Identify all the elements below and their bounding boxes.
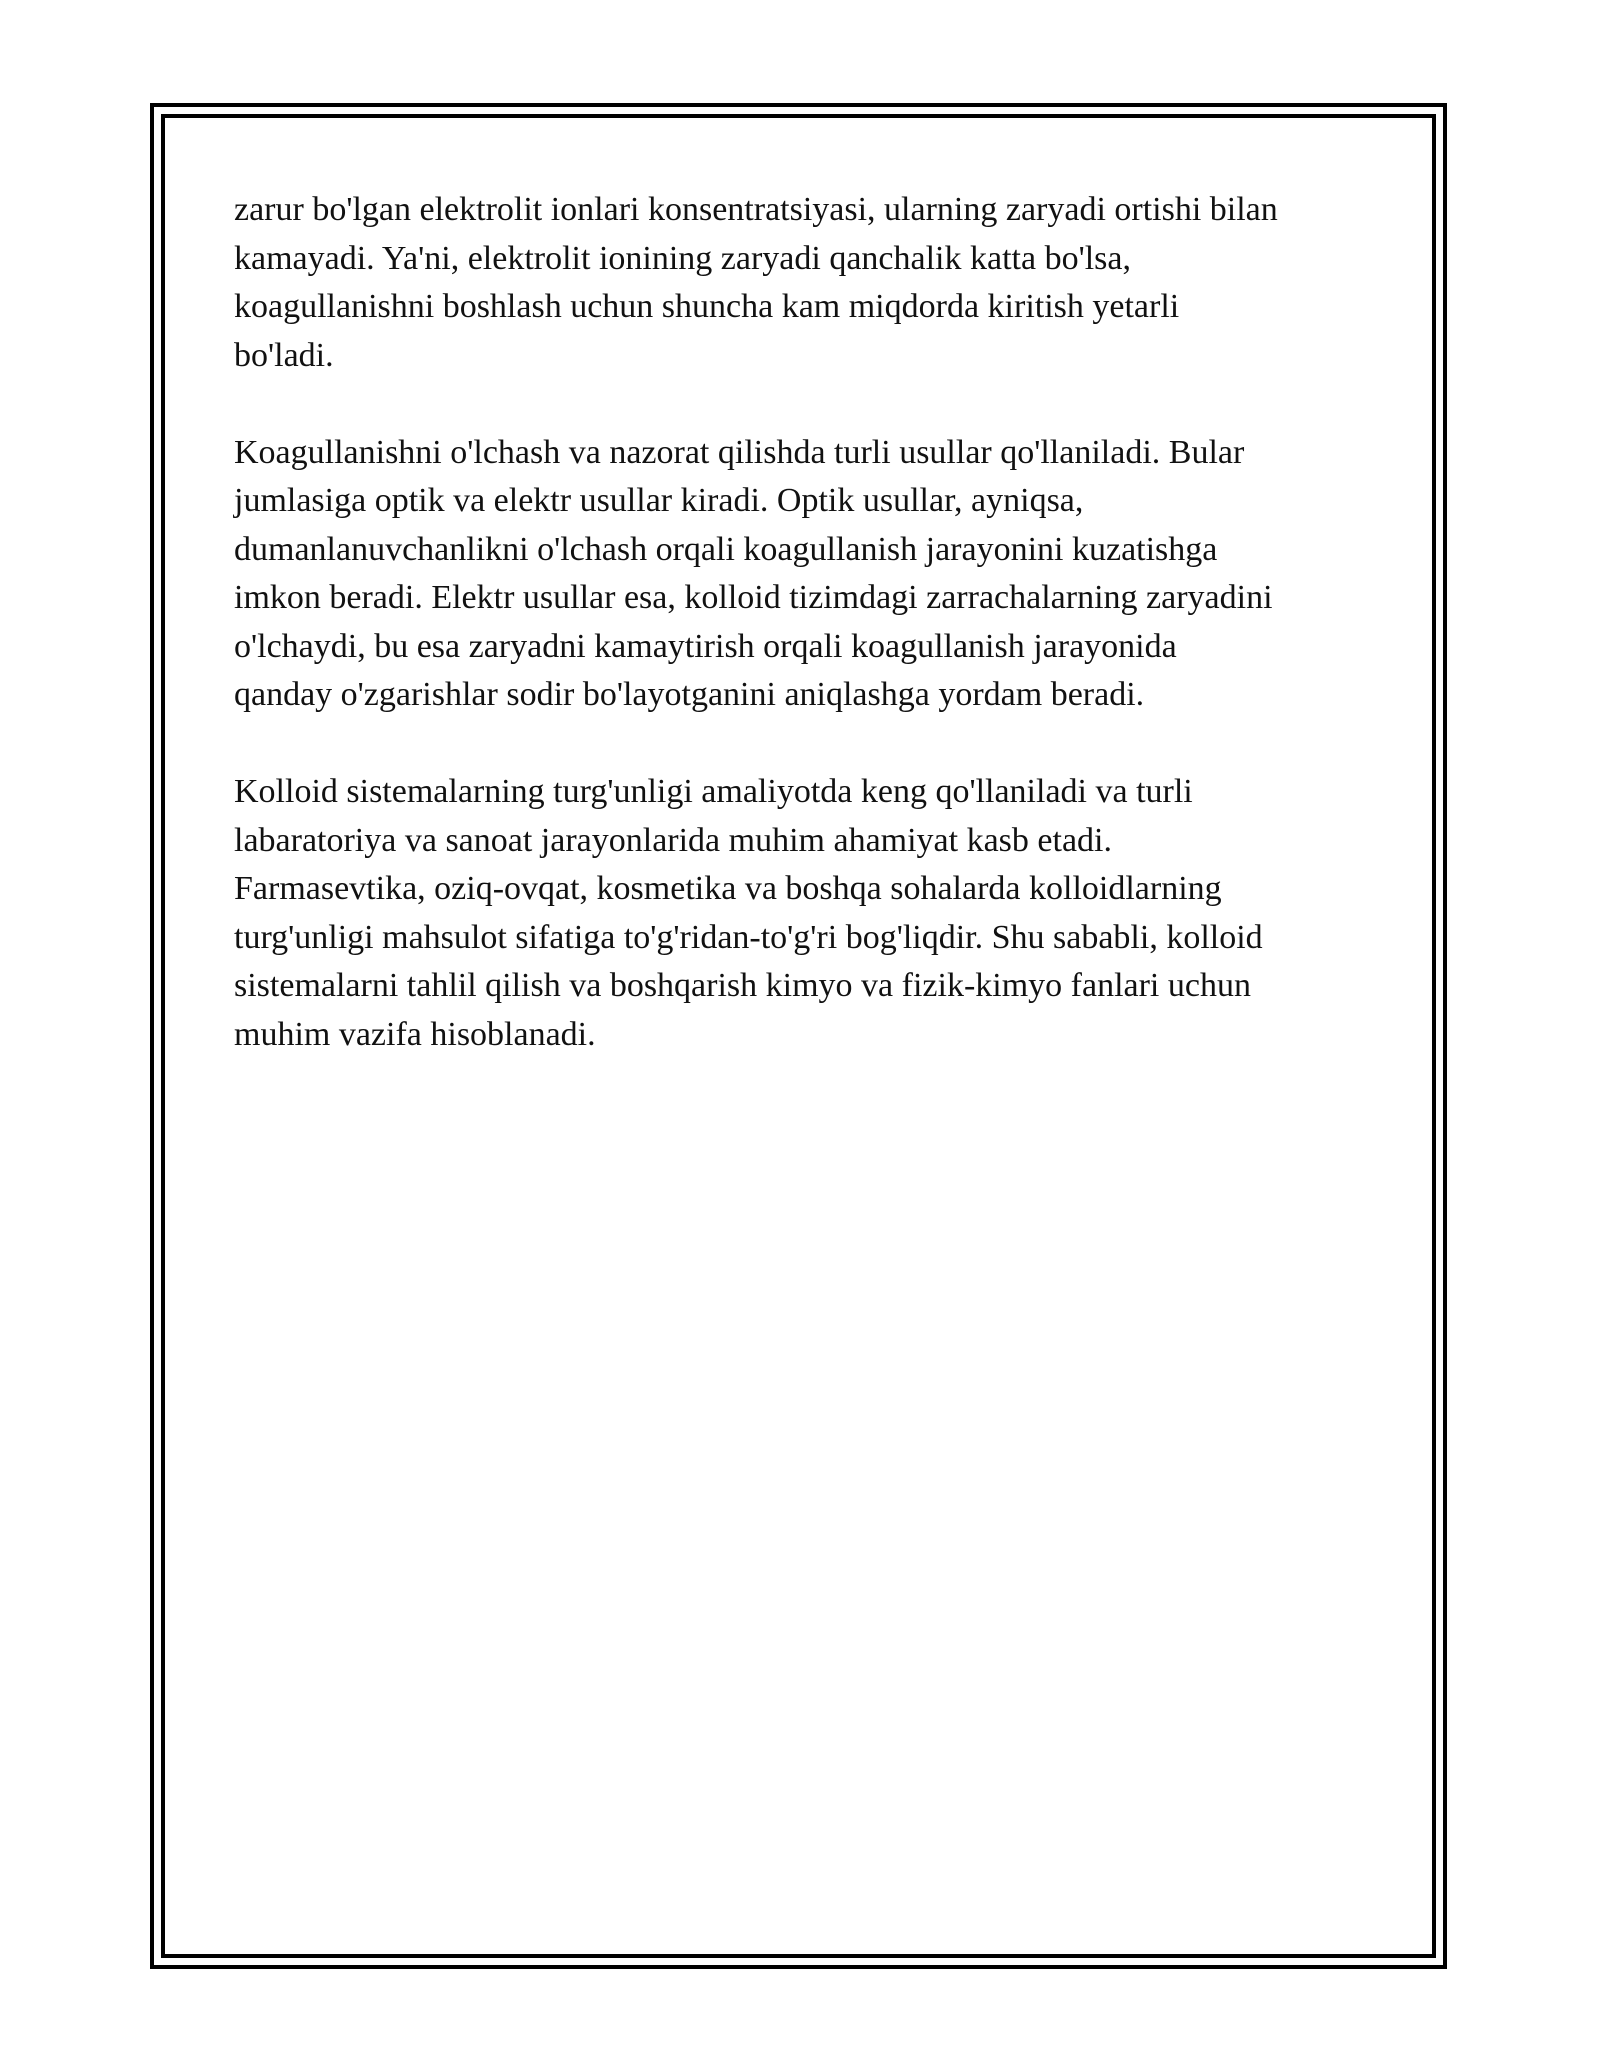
paragraph-1: zarur bo'lgan elektrolit ionlari konsentratsiyasi, ularning zaryadi ortishi bilan kamayadi. Ya'ni, elektrolit ionining zaryadi qanchalik katta bo'lsa, koagullanishni boshlash uchun shuncha kam miqdorda kiritish yetarli bo'ladi.: [234, 191, 1278, 374]
paragraph-3: Kolloid sistemalarning turg'unligi amaliyotda keng qo'llaniladi va turli labaratoriya va sanoat jarayonlarida muhim ahamiyat kasb etadi. Farmasevtika, oziq-ovqat, kosmetika va boshqa sohalarda kolloidlarning turg'unligi mahsulot sifatiga to'g'ridan-to'g'ri bog'liqdir. Shu sababli, kolloid sistemalarni tahlil qilish va boshqarish kimyo va fizik-kimyo fanlari uchun muhim vazifa hisoblanadi.: [234, 773, 1263, 1053]
document-body: [234, 186, 1394, 1108]
paragraph-2: Koagullanishni o'lchash va nazorat qilishda turli usullar qo'llaniladi. Bular jumlasiga optik va elektr usullar kiradi. Optik usullar, ayniqsa, dumanlanuvchanlikni o'lchash orqali koagullanish jarayonini kuzatishga imkon beradi. Elektr usullar esa, kolloid tizimdagi zarrachalarning zaryadini o'lchaydi, bu esa zaryadni kamaytirish orqali koagullanish jarayonida qanday o'zgarishlar sodir bo'layotganini aniqlashga yordam beradi.: [234, 433, 1273, 713]
